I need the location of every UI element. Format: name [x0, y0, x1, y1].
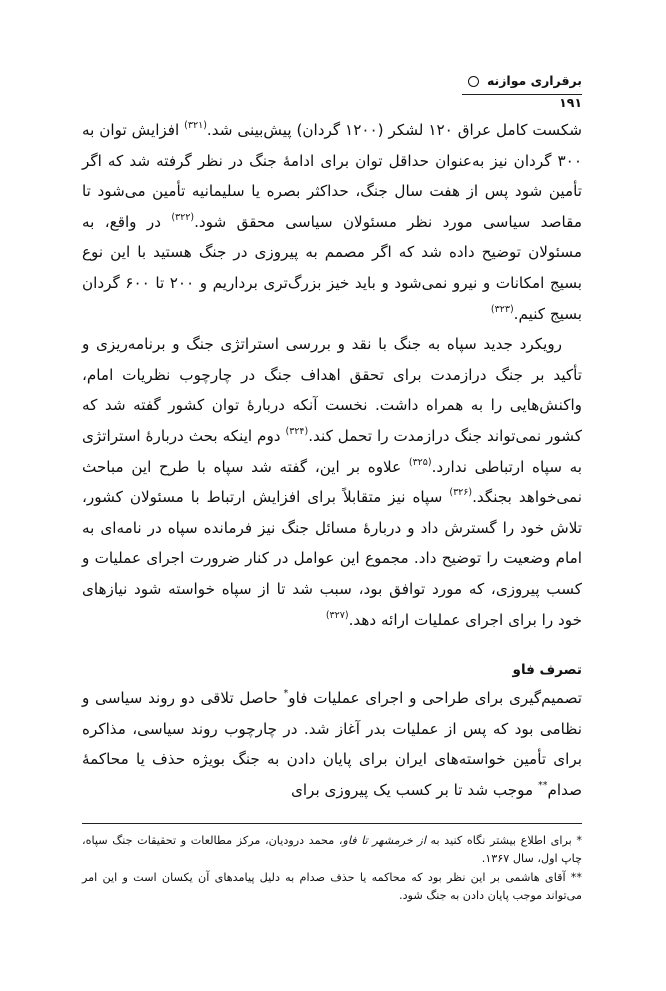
footnote-mark-1: * — [283, 688, 289, 700]
endnote-ref-325: (۳۲۵) — [408, 456, 432, 468]
footnote-2: ** آقای هاشمی بر این نظر بود که محاکمه یا حذف صدام به دلیل پیامدهای آن یکسان است و این امر می‌تواند موجب پایان دادن به جنگ شود. — [82, 871, 582, 902]
endnote-ref-324: (۳۲۴) — [285, 425, 309, 437]
section-paragraph — [82, 683, 582, 805]
footnote-1-text-b: ، محمد درودیان، مرکز مطالعات و تحقیقات جنگ سپاه، چاپ اول، سال ۱۳۶۷. — [82, 834, 582, 865]
paragraph-2-text-a: رویکرد جدید سپاه به جنگ با نقد و بررسی استراتژی جنگ و برنامه‌ریزی و تأکید بر جنگ درازمدت برای تحقق اهداف جنگ در چارچوب نظریات امام، واکنش‌هایی را به همراه داشت. نخست آنکه دربارهٔ توان کشور گفته شد که کشور نمی‌تواند جنگ درازمدت را تحمل کند. — [82, 335, 582, 445]
footnote-1-text-a: * برای اطلاع بیشتر نگاه کنید به — [425, 834, 582, 848]
section-text-a: تصمیم‌گیری برای طراحی و اجرای عملیات فاو — [288, 689, 582, 708]
paragraph-2 — [82, 329, 582, 635]
paragraph-1-text-a: شکست کامل عراق ۱۲۰ لشکر (۱۲۰۰ گردان) پیش‌بینی شد. — [206, 121, 583, 139]
running-title: برقراری موازنه — [486, 73, 582, 88]
paragraph-1-text-c: در واقع، به مسئولان توضیح داده شد که اگر مصمم به پیروزی در جنگ هستید با این نوع بسیج امکانات و نیرو نمی‌شود و باید خیز بزرگ‌تری برداریم و ۲۰۰ تا ۶۰۰ گردان بسیج کنیم. — [82, 212, 583, 323]
paragraph-1-text-b: افزایش توان به ۳۰۰ گردان نیز به‌عنوان حداقل توان برای ادامهٔ جنگ در نظر گرفته شد که اگر تأمین شود پس از هفت سال جنگ، حداکثر بصره یا سلیمانیه تأمین می‌شود تا مقاصد سیاسی مورد نظر مسئولان سیاسی محقق شود. — [82, 121, 582, 231]
footnote-divider — [82, 823, 582, 824]
endnote-ref-322: (۳۲۲) — [171, 211, 195, 223]
endnote-ref-327: (۳۲۷) — [325, 609, 349, 621]
running-header — [462, 70, 582, 110]
section-text-c: موجب شد تا بر کسب یک پیروزی برای — [290, 780, 538, 799]
paragraph-2-text-d: سپاه نیز متقابلاً برای افزایش ارتباط با مسئولان کشور، تلاش خود را گسترش داد و دربارهٔ مسائل جنگ نیز فرمانده سپاه در نامه‌ای به امام وضعیت را توضیح داد. مجموع این عوامل در کنار ضرورت اجرای عملیات و کسب پیروزی، که مورد توافق بود، سبب شد تا از سپاه خواسته شود نیازهای خود را برای اجرای عملیات ارائه دهد. — [82, 488, 582, 629]
section-heading: تصرف فاو — [512, 662, 582, 679]
paragraph-2-text-c: علاوه بر این، گفته شد سپاه با طرح این مباحث نمی‌خواهد بجنگد. — [82, 457, 582, 507]
endnote-ref-326: (۳۲۶) — [449, 487, 473, 499]
section-text-b: حاصل تلاقی دو روند سیاسی و نظامی بود که پس از عملیات بدر آغاز شد. در چارچوب روند سیاسی، مذاکره برای تأمین خواسته‌های ایران برای پایان دادن به جنگ بویژه حذف یا محاکمهٔ صدام — [82, 689, 582, 799]
footnote-1-book-title: از خرمشهر تا فاو — [342, 834, 426, 848]
endnote-ref-321: (۳۲۱) — [184, 120, 207, 131]
paragraph-1 — [82, 115, 582, 329]
paragraph-2-text-b: دوم اینکه بحث دربارهٔ استراتژی به سپاه ارتباطی ندارد. — [82, 426, 583, 476]
body-text — [82, 115, 582, 635]
footnotes — [82, 832, 582, 904]
circle-separator-icon — [468, 76, 479, 87]
footnote-mark-2: ** — [538, 779, 548, 791]
footnote-1 — [82, 832, 582, 867]
page-number: ۱۹۱ — [559, 95, 582, 110]
endnote-ref-323: (۳۲۳) — [490, 303, 514, 315]
book-page — [82, 70, 582, 970]
